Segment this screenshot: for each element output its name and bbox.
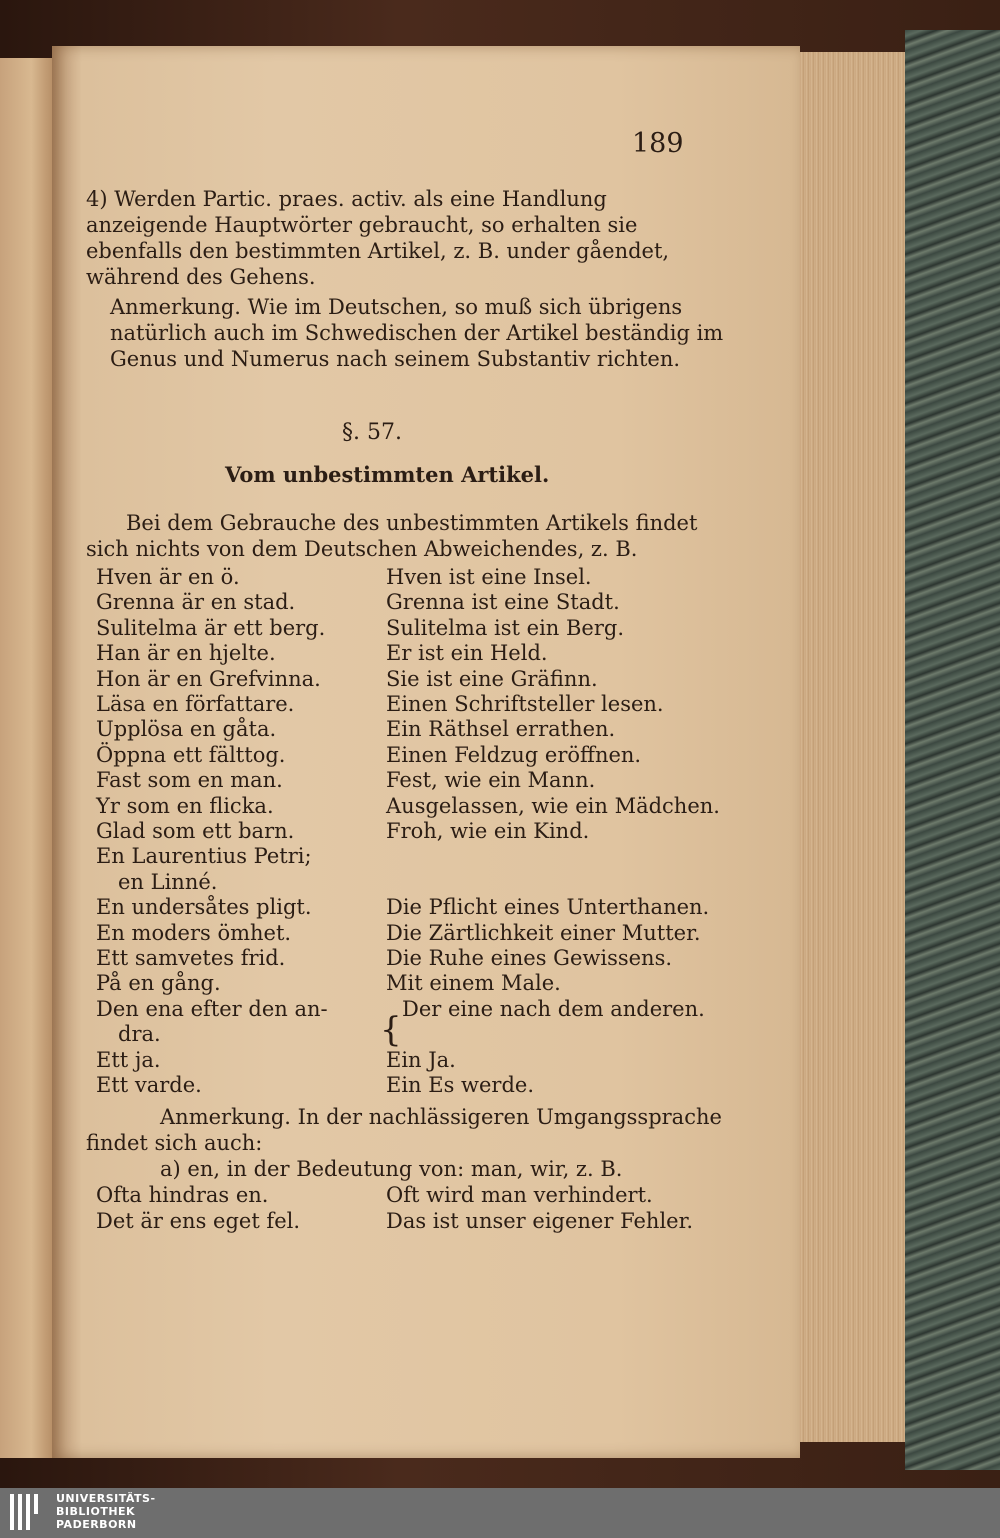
examples-sv-20: Ett varde. (96, 1073, 202, 1097)
intro-paragraph: Bei dem Gebrauche des unbestimmten Artikels findet sich nichts von dem Deutschen Abweichendes, z. B. (86, 511, 698, 561)
library-name-line3: PADERBORN (56, 1518, 137, 1531)
examples-sv-16: På en gång. (96, 971, 221, 996)
brace-symbol: { (380, 1010, 402, 1050)
examples2-de-1: Das ist unser eigener Fehler. (386, 1209, 693, 1233)
examples2-de-0: Oft wird man verhindert. (386, 1183, 653, 1207)
paragraph-4: 4) Werden Partic. praes. activ. als eine Handlung anzeigende Hauptwörter gebraucht, so erhalten sie ebenfalls den bestimmten Artikel, z. B. under gåendet, während des Gehens. (86, 187, 670, 289)
examples-sv-10: Glad som ett barn. (96, 819, 295, 843)
examples-sv-14: En moders ömhet. (96, 920, 292, 945)
examples-sv-11: En Laurentius Petri; (96, 844, 312, 869)
examples-sv-2: Sulitelma är ett berg. (96, 615, 326, 640)
examples2-sv-0: Ofta hindras en. (96, 1183, 269, 1207)
page-block-edge (800, 52, 912, 1442)
examples-de-15: Die Ruhe eines Gewissens. (386, 946, 673, 970)
examples-sv-6: Upplösa en gåta. (96, 717, 277, 742)
examples-sv-17: Den ena efter den an- (96, 996, 328, 1021)
examples-de-1: Grenna ist eine Stadt. (386, 590, 620, 615)
left-page-edge (0, 58, 52, 1458)
examples-sv-12: en Linné. (118, 869, 218, 894)
examples-de-0: Hven ist eine Insel. (386, 565, 592, 589)
section-number: §. 57. (342, 420, 402, 445)
examples-sv-4: Hon är en Grefvinna. (96, 666, 321, 691)
examples-de-14: Die Zärtlichkeit einer Mutter. (386, 920, 701, 945)
library-name-line2: BIBLIOTHEK (56, 1505, 136, 1518)
examples-sv-0: Hven är en ö. (96, 565, 240, 589)
examples-de-13: Die Pflicht eines Unterthanen. (386, 895, 710, 920)
library-logo-icon (8, 1494, 48, 1534)
section-heading: Vom unbestimmten Artikel. (225, 462, 550, 487)
examples-de-20: Ein Es werde. (386, 1073, 535, 1097)
examples-de-8: Fest, wie ein Mann. (386, 768, 596, 793)
examples-de-6: Ein Räthsel errathen. (386, 717, 616, 742)
examples-de-2: Sulitelma ist ein Berg. (386, 615, 625, 640)
page-number: 189 (632, 128, 684, 159)
marbled-cover (905, 30, 1000, 1470)
examples2-sv-1: Det är ens eget fel. (96, 1209, 301, 1233)
examples-sv-19: Ett ja. (96, 1047, 161, 1072)
examples-sv-9: Yr som en flicka. (96, 793, 274, 818)
examples-sv-15: Ett samvetes frid. (96, 946, 286, 970)
examples-sv-3: Han är en hjelte. (96, 641, 276, 666)
note-1: Anmerkung. Wie im Deutschen, so muß sich übrigens natürlich auch im Schwedischen der Artikel beständig im Genus und Numerus nach seinem Substantiv richten. (110, 295, 724, 371)
examples-sv-18: dra. (118, 1022, 161, 1047)
library-name-line1: UNIVERSITÄTS- (56, 1492, 156, 1505)
note-2-a: a) en, in der Bedeutung von: man, wir, z. B. (160, 1157, 623, 1181)
examples-de-7: Einen Feldzug eröffnen. (386, 742, 642, 767)
examples-sv-1: Grenna är en stad. (96, 590, 296, 615)
examples-de-10: Froh, wie ein Kind. (386, 819, 590, 843)
examples-sv-7: Öppna ett fälttog. (96, 742, 286, 767)
examples-sv-5: Läsa en författare. (96, 692, 295, 716)
examples-de-5: Einen Schriftsteller lesen. (386, 692, 664, 716)
note-2: Anmerkung. In der nachlässigeren Umgangssprache findet sich auch: (86, 1105, 722, 1155)
examples-de-16: Mit einem Male. (386, 971, 561, 996)
examples-de-17: Der eine nach dem anderen. (402, 996, 705, 1021)
examples-de-4: Sie ist eine Gräfinn. (386, 666, 598, 691)
examples-sv-13: En undersåtes pligt. (96, 895, 312, 920)
examples-de-9: Ausgelassen, wie ein Mädchen. (386, 793, 720, 818)
examples-sv-8: Fast som en man. (96, 768, 283, 793)
examples-de-19: Ein Ja. (386, 1047, 456, 1072)
library-name (56, 1492, 156, 1531)
examples-de-3: Er ist ein Held. (386, 641, 548, 666)
